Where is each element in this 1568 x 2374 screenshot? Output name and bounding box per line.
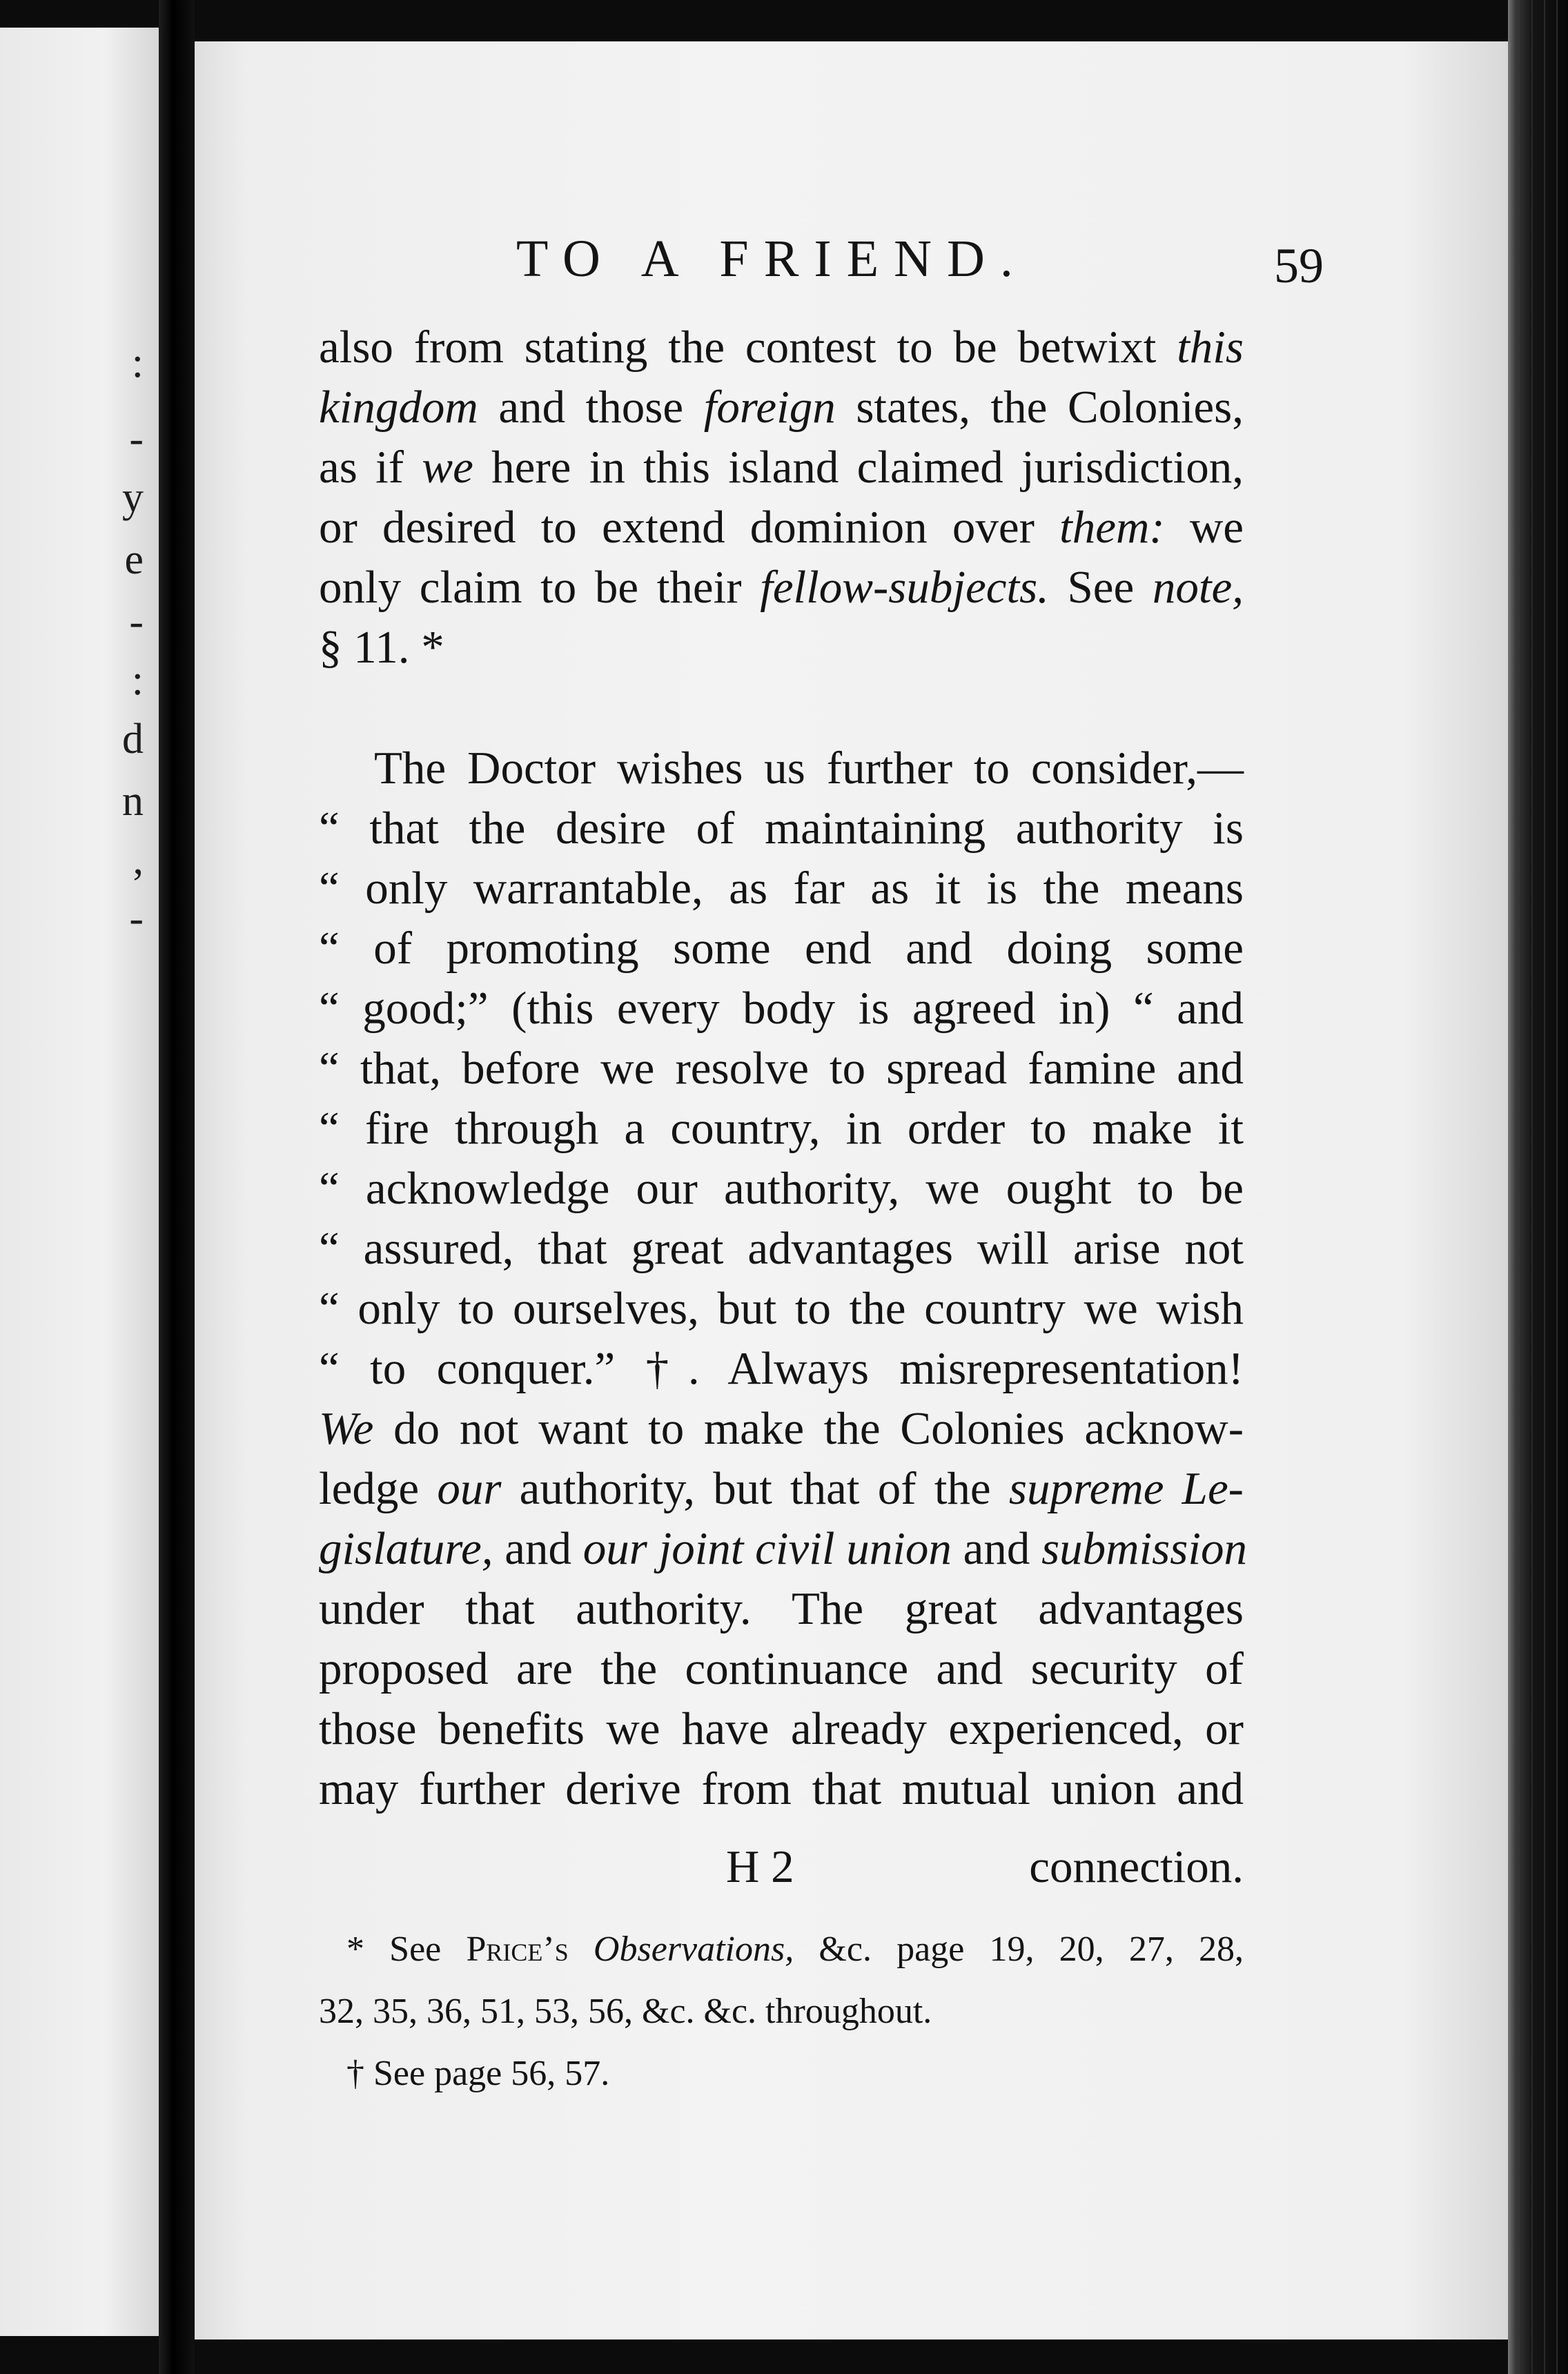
text-line: kingdom and those foreign states, the Colonies, (319, 382, 1244, 433)
running-title: TO A FRIEND. (516, 230, 1028, 288)
facing-page-char: n (122, 778, 144, 825)
text-line: “ good;” (this every body is agreed in) “ and (319, 983, 1244, 1034)
body-text (319, 317, 1247, 1819)
text-line: ledge our authority, but that of the supreme Le- (319, 1463, 1244, 1514)
text-line: “ assured, that great advantages will arise not (319, 1223, 1244, 1274)
text-line: as if we here in this island claimed jurisdiction, (319, 442, 1244, 493)
text-line: “ only to ourselves, but to the country we wish (319, 1283, 1244, 1334)
text-line: also from stating the contest to be betwixt this (319, 322, 1244, 373)
page-block-edge (1508, 0, 1568, 2374)
page-number: 59 (1274, 238, 1324, 293)
facing-page-char: : (131, 657, 144, 704)
footnotes (319, 1919, 1244, 2105)
text-line: may further derive from that mutual union and (319, 1763, 1244, 1814)
text-line: “ of promoting some end and doing some (319, 923, 1244, 974)
facing-page-edge (0, 28, 159, 2336)
text-line: gislature, and our joint civil union and submission (319, 1523, 1247, 1574)
text-line: proposed are the continuance and security of (319, 1643, 1244, 1694)
facing-page-char: : (131, 340, 144, 386)
signature-line (319, 1836, 1244, 1898)
footnote-line: 32, 35, 36, 51, 53, 56, &c. &c. throughout. (319, 1992, 932, 2031)
text-line: “ that, before we resolve to spread famine and (319, 1043, 1244, 1094)
text-line: § 11. * (319, 622, 444, 673)
footnote-line: * See Price’s Observations, &c. page 19, 20, 27, 28, (346, 1930, 1244, 1969)
facing-page-char: - (129, 415, 144, 462)
facing-page-char: , (133, 836, 144, 883)
text-line: under that authority. The great advantages (319, 1583, 1244, 1634)
text-line: “ to conquer.” †. Always misrepresentation! (319, 1343, 1244, 1394)
text-line: “ acknowledge our authority, we ought to be (319, 1163, 1244, 1214)
facing-page-char: d (122, 716, 144, 763)
text-line: “ only warrantable, as far as it is the means (319, 863, 1244, 914)
text-line: The Doctor wishes us further to consider,— (374, 743, 1244, 794)
facing-page-char: - (129, 895, 144, 942)
catchword: connection. (1029, 1841, 1244, 1892)
text-line: We do not want to make the Colonies acknow- (319, 1403, 1244, 1454)
text-line: “ that the desire of maintaining authority is (319, 803, 1244, 854)
facing-page-char: - (129, 598, 144, 645)
facing-page-char: y (122, 474, 144, 521)
footnote-line: † See page 56, 57. (346, 2054, 610, 2093)
text-line: or desired to extend dominion over them: we (319, 502, 1244, 553)
signature-mark: H 2 (726, 1841, 794, 1892)
book-gutter (159, 0, 195, 2374)
facing-page-char: e (124, 536, 144, 583)
text-line: those benefits we have already experienced, or (319, 1703, 1244, 1754)
running-head (324, 214, 1332, 304)
text-line: “ fire through a country, in order to make it (319, 1103, 1244, 1154)
text-line: only claim to be their fellow-subjects. See note, (319, 562, 1244, 613)
